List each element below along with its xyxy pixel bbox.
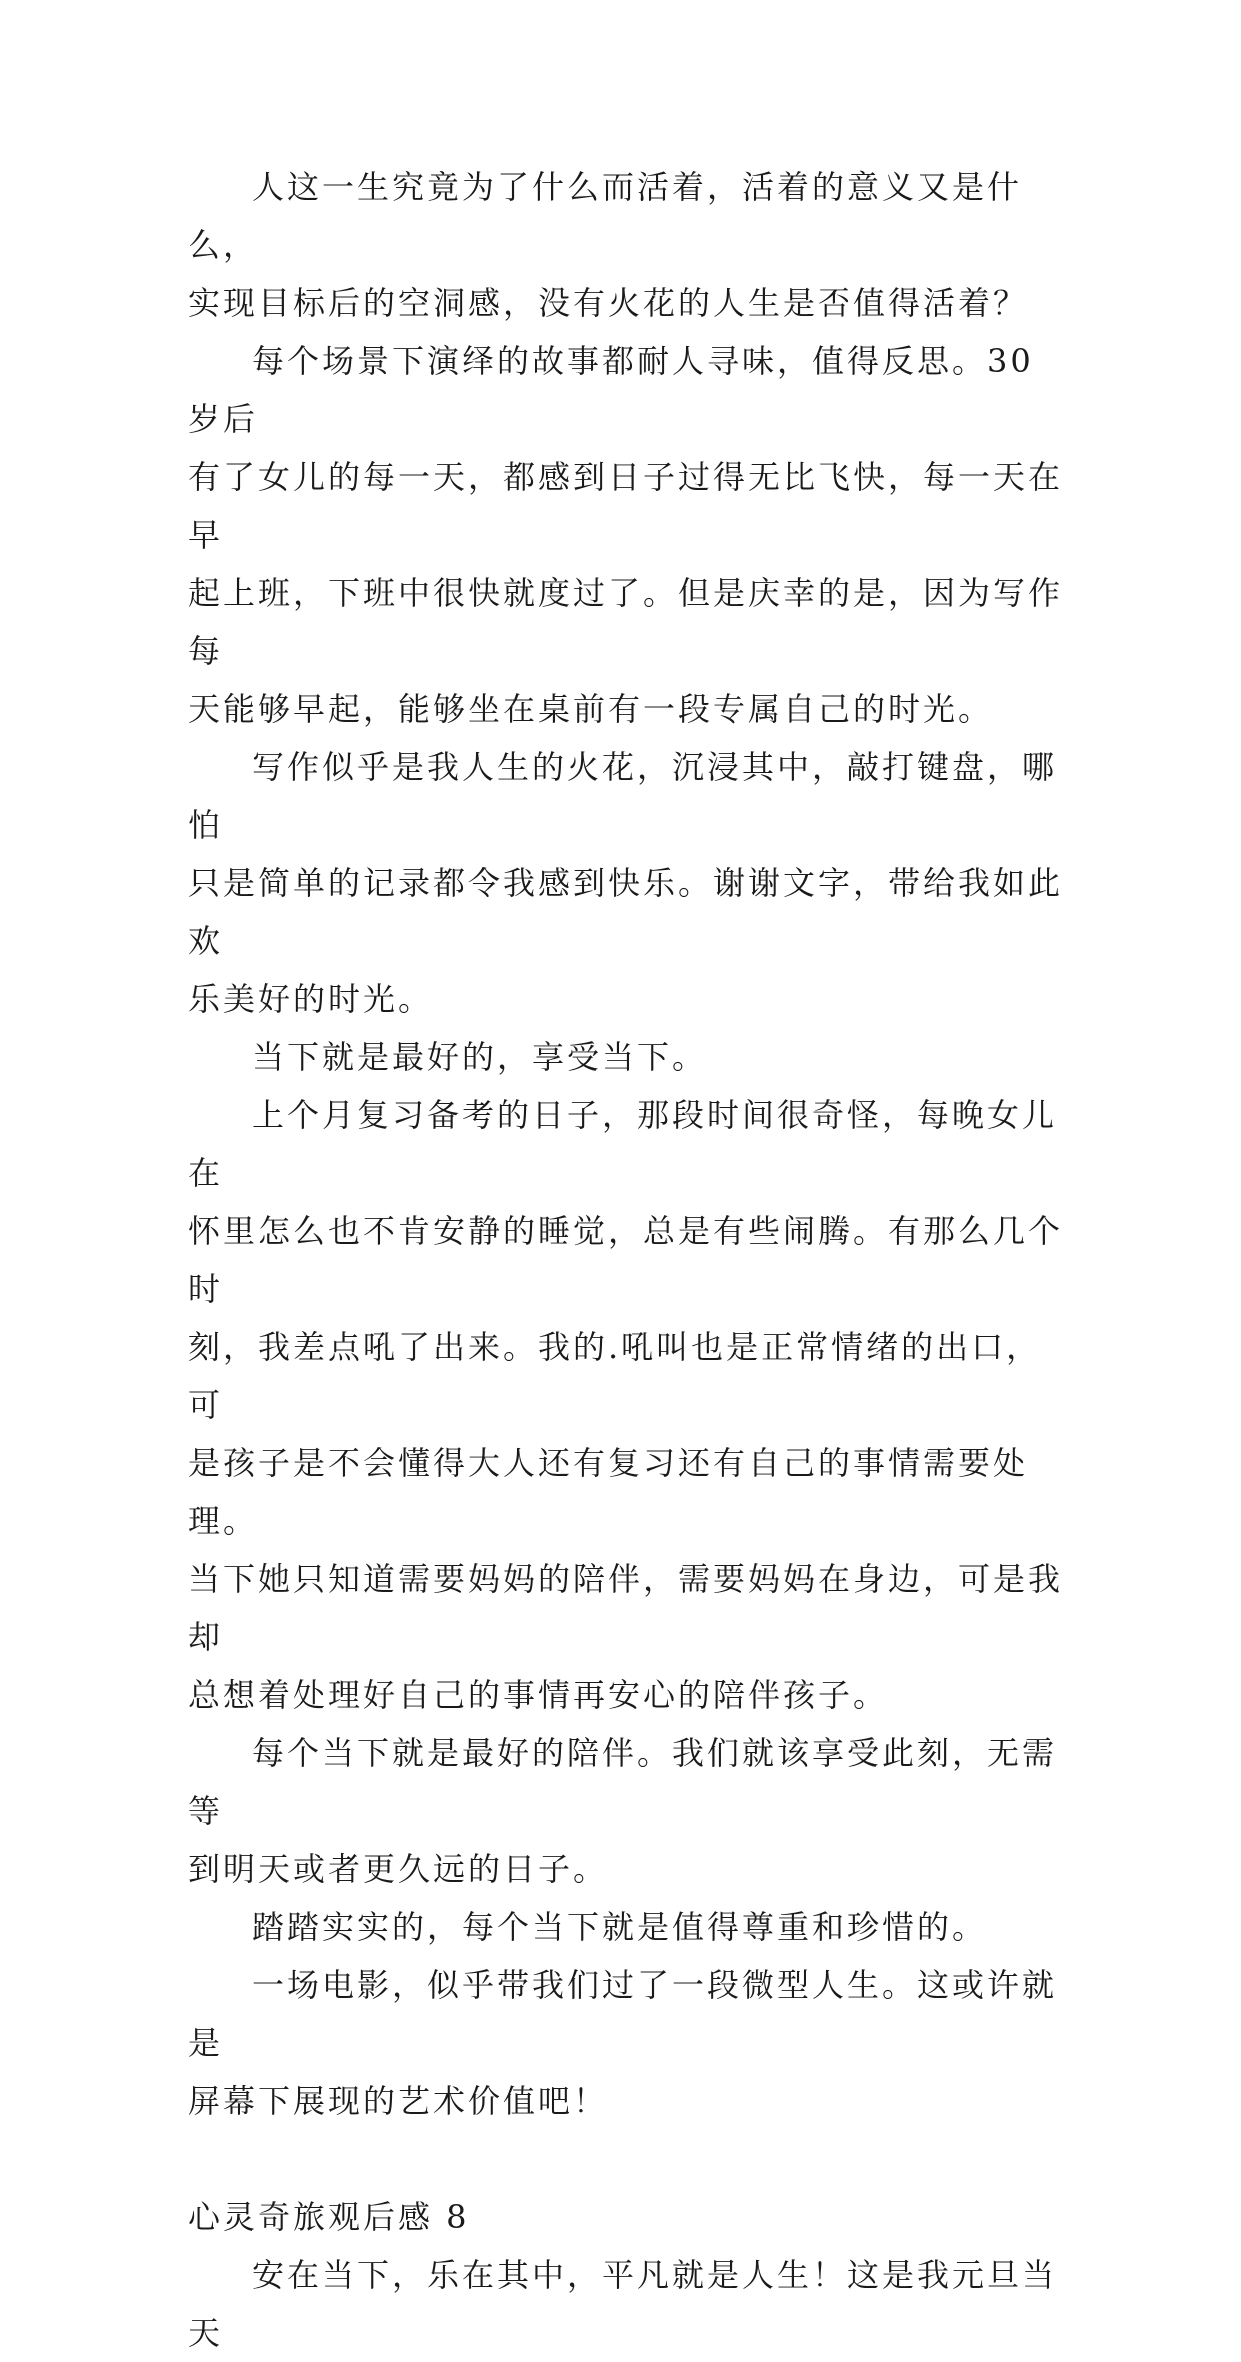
document-body — [188, 158, 1068, 2362]
paragraph: 人这一生究竟为了什么而活着，活着的意义又是什么， 实现目标后的空洞感，没有火花的人生是否值得活着？ — [188, 168, 1029, 322]
paragraph: 写作似乎是我人生的火花，沉浸其中，敲打键盘，哪怕 只是简单的记录都令我感到快乐。谢谢文字，带给我如此欢 乐美好的时光。 — [188, 748, 1064, 1018]
paragraph: 踏踏实实的，每个当下就是值得尊重和珍惜的。 — [252, 1908, 988, 1946]
section-heading: 心灵奇旅观后感 8 — [188, 2198, 470, 2236]
paragraph: 上个月复习备考的日子，那段时间很奇怪，每晚女儿在 怀里怎么也不肯安静的睡觉，总是有些闹腾。有那么几个时 刻，我差点吼了出来。我的.吼叫也是正常情绪的出口，可 是孩子是不会懂得大人还有复习还有自己的事情需要处理。 当下她只知道需要妈妈的陪伴，需要妈妈在身边，可是我却 总想着处理好自己的事情再安心的陪伴孩子。 — [188, 1096, 1064, 1714]
paragraph: 每个场景下演绎的故事都耐人寻味，值得反思。30岁后 有了女儿的每一天，都感到日子过得无比飞快，每一天在早 起上班，下班中很快就度过了。但是庆幸的是，因为写作每 天能够早起，能够坐在桌前有一段专属自己的时光。 — [188, 342, 1064, 728]
paragraph: 每个当下就是最好的陪伴。我们就该享受此刻，无需等 到明天或者更久远的日子。 — [188, 1734, 1058, 1888]
paragraph: 安在当下，乐在其中，平凡就是人生！这是我元旦当天 — [188, 2256, 1058, 2352]
paragraph: 当下就是最好的，享受当下。 — [252, 1038, 708, 1076]
paragraph: 一场电影，似乎带我们过了一段微型人生。这或许就是 屏幕下展现的艺术价值吧！ — [188, 1966, 1058, 2120]
